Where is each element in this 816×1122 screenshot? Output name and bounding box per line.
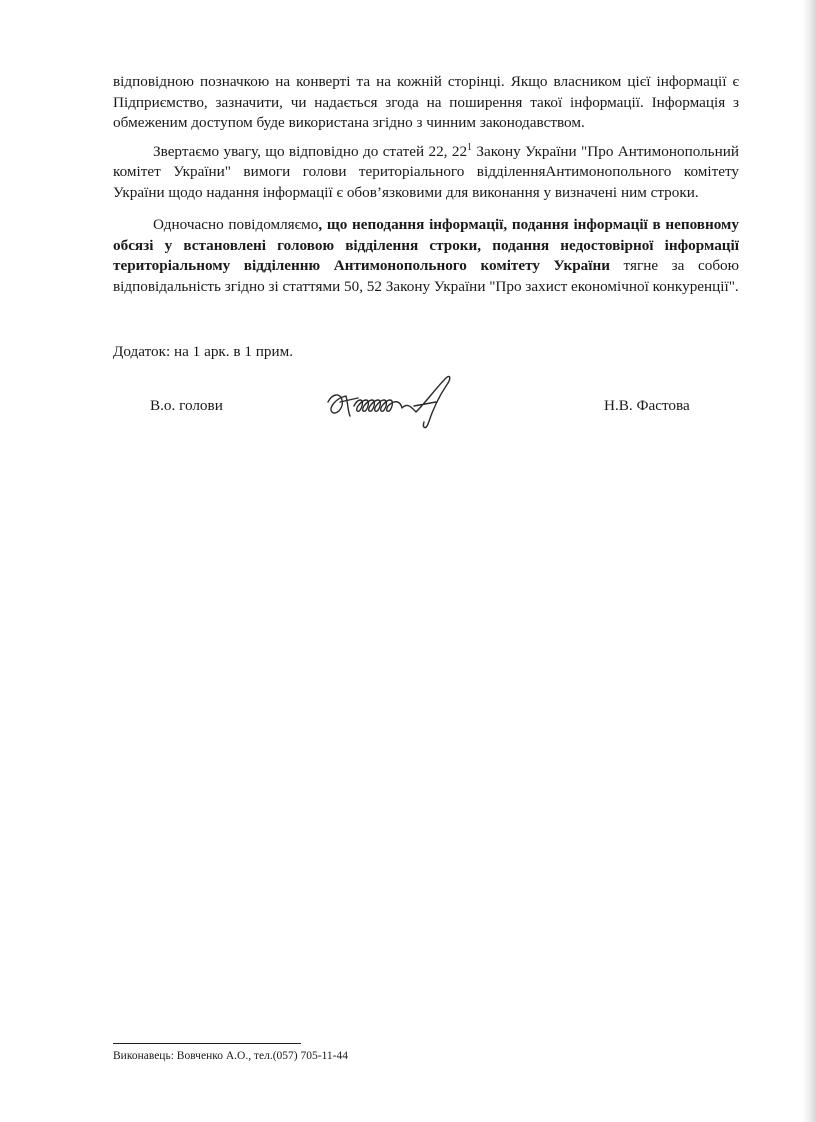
paragraph-confidential-info: відповідною позначкою на конверті та на кожній сторінці. Якщо власником цієї інформації є Підприємство, зазначити, чи надається згода на поширення такої інформації. Інформація з обмеженим доступом буде використана згідно з чинним законодавством. — [113, 73, 739, 131]
paragraph-notice-end: Закону України "Про Антимонопольний комітет України" вимоги голови територіального відділенняАнтимонопольного комітету України щодо надання інформації є обов’язковими для виконання у визначені ним строки. — [113, 142, 739, 201]
footnote-divider — [113, 1043, 301, 1044]
paragraph-liability-bold: , що неподання інформації, подання інформації в неповному обсязі у встановлені головою відділення строки, подання недостовірної інформації територіальному відділенню Антимонопольного комітету України — [113, 216, 739, 274]
paragraph-liability-tail: тягне за собою відповідальність згідно зі статтями 50, 52 Закону України "Про захист економічної конкуренції". — [113, 257, 739, 295]
executor-contact: Виконавець: Вовченко А.О., тел.(057) 705-11-44 — [113, 1050, 348, 1062]
annex-note: Додаток: на 1 арк. в 1 прим. — [113, 343, 293, 360]
paragraph-notice-start: Звертаємо увагу, що відповідно до статей 22, 22 — [153, 142, 468, 160]
paragraph-liability-lead: Одночасно повідомляємо — [153, 216, 319, 233]
signatory-role: В.о. голови — [150, 397, 223, 414]
handwritten-signature — [318, 372, 463, 432]
signatory-name: Н.В. Фастова — [604, 397, 690, 414]
letter-body — [113, 72, 739, 297]
paragraph-notice — [113, 142, 739, 204]
article-superscript: 1 — [467, 141, 473, 153]
paragraph-liability — [113, 215, 739, 297]
page-edge — [802, 0, 816, 1122]
